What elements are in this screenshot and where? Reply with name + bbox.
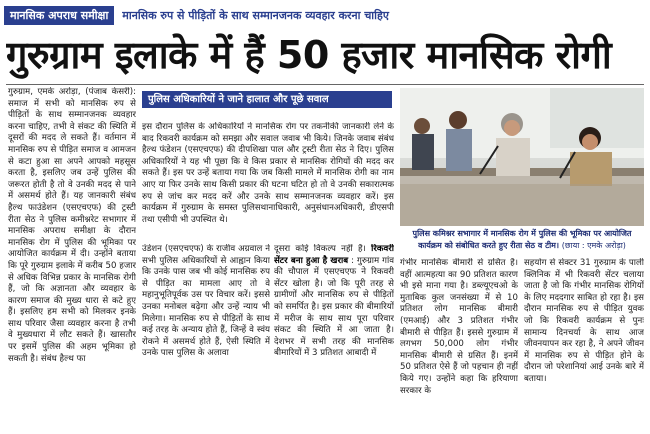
article-column-3 [274,244,394,426]
article-column-4 [400,258,518,426]
headline-rule [6,84,644,85]
column-3-paragraph [274,244,394,360]
column-4-text: गंभीर मानसिक बीमारी से ग्रसित है। वहीं आत्महत्या का 90 प्रतिशत कारण भी इसे माना गया है। डब्ल्यूएचओ के मुताबिक कुल जनसंख्या में से 10 प्रतिशत लोग मानसिक बीमारी (एमआई) और 3 प्रतिशत गंभीर बीमारी से पीड़ित हैं। इससे गुरुग्राम में लगभग 50,000 लोग गंभीर मानसिक बीमारी से ग्रसित हैं। इनमें 50 प्रतिशत ऐसे हैं जो पहचान ही नहीं किये गए। उन्होंने कहा कि हरियाणा सरकार के [400,258,518,396]
section-tag: मानसिक अपराध समीक्षा [4,6,114,25]
kicker-line: मानसिक रुप से पीड़ितों के साथ सम्मानजनक व्यवहार करना चाहिए [122,9,389,22]
caption-text: पुलिस कमिश्नर सभागार में मानसिक रोग में पुलिस की भूमिका पर आयोजित कार्यक्रम को संबोधित करते हुए रीता सेठ व टीम। [412,229,632,250]
article-column-2 [142,244,270,426]
photo-credit: (छाया : एमके अरोड़ा) [561,241,626,250]
column-3-subheading: रिकवरी सेंटर बना हुआ है खराब [274,244,394,266]
column-1-text: गुरुग्राम, एमके अरोड़ा, (पंजाब केसरी): समाज में सभी को मानसिक रुप से पीड़ितों के साथ सम्मानजनक व्यवहार करना चाहिए, तभी वे संकट की स्थिति में दूसरों की मदद ले सकते हैं। वर्तमान में मानसिक रुप से पीड़ित समाज व आमजन से कटा हुआ सा अपने आपको महसूस करता है, इसलिए जब उन्हें पुलिस की जरूरत होती है तो वे उनकी मदद से पाने में असमर्थ होते हैं। यह जानकारी संबंध हैल्थ फाउंडेशन (एसएचएफ) की ट्रस्टी रीता सेठ ने पुलिस कमीश्नरेट सभागार में मानसिक अपराध समीक्षा के दौरान मानसिक रोग में पुलिस की भूमिका पर आयोजित कार्यक्रम में दी। उन्होंने बताया कि पूरे गुरुग्राम इलाके में करीब 50 हजार से अधिक विभिन्न प्रकार के मानसिक रोगी हैं, जो कि अज्ञानता और व्यवहार के कारण समाज की मुख्य धारा से कटे हुए हैं। इसलिए हम सभी को मिलकर इनके साथ परिवार जैसा व्यवहार करना है तभी वे मुख्यधारा में लौट सकते हैं। खासतौर पर इसमें पुलिस की अहम भूमिका हो सकती है। संबंध हैल्थ फा [8,87,136,364]
photo-caption [400,228,644,254]
subheading: पुलिस अधिकारियों ने जाने हालात और पूछे सवाल [142,91,392,108]
news-photo-illustration [400,88,644,226]
column-2-top-text: इस दौरान पुलिस के अधिकारियों ने मानसिक रोग पर तकनीकी जानकारी लेने के बाद रिकवरी कार्यक्रम को समझा और सवाल जवाब भी किये। जिनके जवाब संबंध हैल्थ फंडेशन (एसएचएफ) की दीपशिखा पाल और ट्रस्टी रीता सेठ ने दिए। पुलिस अधिकारियों ने यह भी पूछा कि वे किस प्रकार से मानसिक रोगियों की मदद कर सकते हैं। इस पर उन्हें बताया गया कि जब किसी मामले में मानसिक रोगी का नाम आए या फिर उनके साथ किसी प्रकार की घटना घटित हो तो वे उनकी सकारात्मक रुप से जांच कर मदद करें और उनके साथ सम्मानजनक व्यवहार करें। इस कार्यक्रम में गुरुग्राम के समस्त पुलिसथानाधिकारी, अनुसंधानअधिकारी, डीएसपी तथा एसीपी भी उपस्थित थे। [142,122,394,225]
column-2-text: उंडेशन (एसएचएफ) के राजीव अग्रवाल ने सभी पुलिस अधिकारियों से आह्वान किया कि उनके पास जब भी कोई मानसिक रुप से पीड़ित का मामला आए तो वे महानुभूतिपूर्वक उस पर विचार करें। इससे उनका मनोबल बढ़ेगा और उन्हें न्याय भी मिलेगा। मानसिक रुप से पीड़ितों के साथ कई तरह के अन्याय होते हैं, जिन्हें वे स्वंय रोकने में असमर्थ होते हैं, ऐसी स्थिति में उनके पास पुलिस के अलावा [142,244,270,359]
headline: गुरुग्राम इलाके में हैं 50 हजार मानसिक रोगी [6,33,612,77]
column-3-text: : गुरुग्राम गांव की चौपाल में एसएचएफ ने रिकवरी सेंटर खोला है। जो कि पूरी तरह से ग्रामीणों और मानसिक रुप से पीड़ितों को समर्पित है। इस प्रकार की बीमारियों में मरीज के साथ साथ पूरा परिवार संकट की स्थिति में आ जाता है। देशभर में सभी तरह की मानसिक बीमारियों में 3 प्रतिशत आबादी में [274,255,394,359]
column-5-text: सहयोग से सेक्टर 31 गुरुग्राम के पाली क्लिनिक में भी रिकवरी सेंटर चलाया जाता है जो कि गंभीर मानसिक रोगियों के लिए मददगार साबित हो रहा है। इस दौरान मानसिक रुप से पीड़ित युवक जो कि रिकवरी कार्यक्रम से पुनः सामान्य दिनचर्या के साथ आज जीवनयापन कर रहा है, ने अपने जीवन में मानसिक रुप से पीड़ित होने के दौरान जो परेशानियां आई उनके बारे में बताया। [524,258,644,384]
article-column-5 [524,258,644,426]
column-3-lead: दूसरा कोई विकल्प नहीं है। [274,244,366,254]
kicker [4,6,646,25]
article-column-2-top [142,122,394,242]
article-column-1 [8,87,136,427]
news-photo [400,88,644,226]
